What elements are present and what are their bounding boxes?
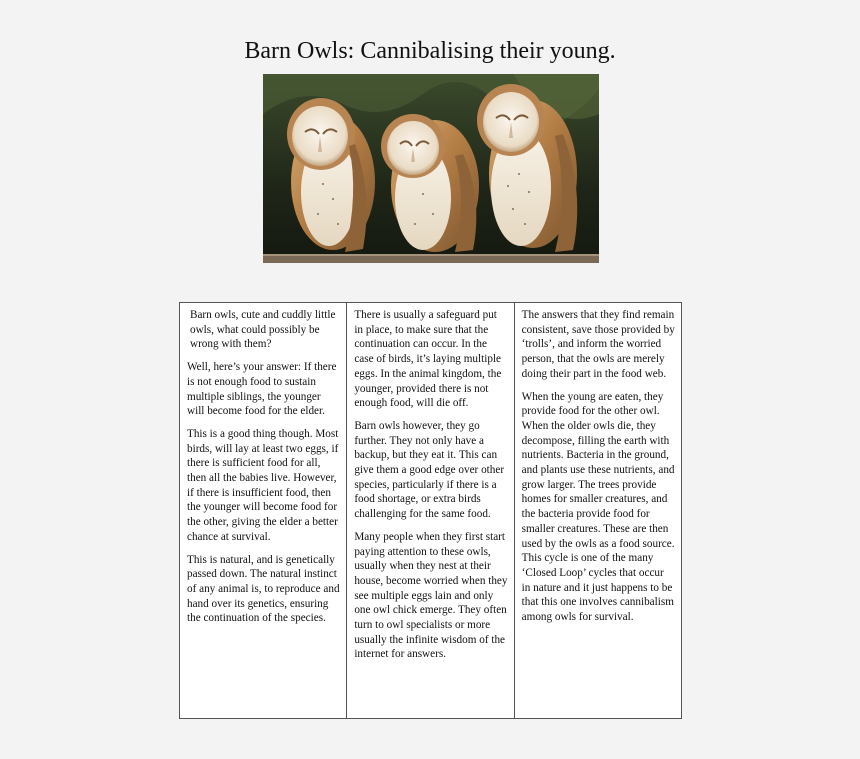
paragraph: When the young are eaten, they provide food for the other owl. When the older owls die, they decompose, filling the earth with nutrients. Bacteria in the ground, and plants use these nutrients, and grow larger. The trees provide homes for smaller creatures, and the bacteria provide food for smaller creatures. These are then used by the owls as a food source. This cycle is one of the many ‘Closed Loop’ cycles that occur in nature and it just happens to be that this one involves cannibalism among owls for survival. [521,390,675,624]
paragraph: Many people when they first start paying attention to these owls, usually when they nest at their house, become worried when they see multiple eggs lain and only one owl chick emerge. They often turn to owl specialists or more usually the infinite wisdom of the internet for answers. [354,530,508,661]
page-title: Barn Owls: Cannibalising their young. [244,38,616,64]
text-column-3 [514,303,681,718]
text-column-2 [346,303,513,718]
paragraph: This is natural, and is genetically passed down. The natural instinct of any animal is, to reproduce and hand over its genetics, ensuring the continuation of the species. [187,553,340,625]
barn-owls-photo [263,74,599,263]
paragraph: The answers that they find remain consistent, save those provided by ‘trolls’, and inform the worried person, that the owls are merely doing their part in the food web. [521,309,675,380]
paragraph: Barn owls, cute and cuddly little owls, what could possibly be wrong with them? [190,309,336,351]
article-text-table [179,302,682,719]
text-column-1 [180,303,346,718]
paragraph: This is a good thing though. Most birds, will lay at least two eggs, if there is sufficient food for all, then all the babies live. However, if there is insufficient food, then the younger will become food for the other, giving the elder a better chance at survival. [187,427,339,543]
paragraph: Well, here’s your answer: If there is not enough food to sustain multiple siblings, the younger will become food for the elder. [187,361,337,418]
paragraph: There is usually a safeguard put in place, to make sure that the continuation can occur. In the case of birds, it’s laying multiple eggs. In the animal kingdom, the younger, provided there is not enough food, will die off. [354,309,502,410]
paragraph: Barn owls however, they go further. They not only have a backup, but they eat it. This can give them a good edge over other species, particularly if there is a food shortage, or extra birds challenging for the same food. [354,419,505,521]
